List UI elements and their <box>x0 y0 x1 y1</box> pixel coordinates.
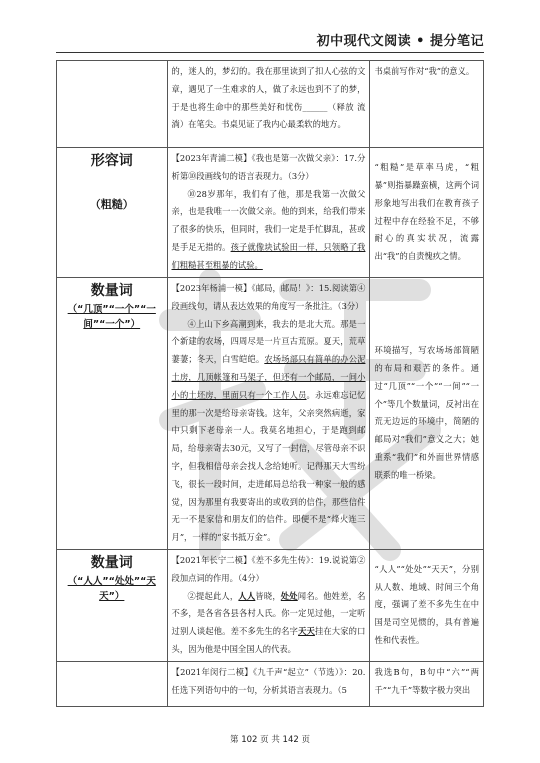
analysis-text: “人人”“处处”“天天”，分别从人数、地域、时间三个角度，强调了差不多先生在中国是司空见惯的，具有普遍性和代表性。 <box>374 563 479 646</box>
table-row <box>57 549 484 661</box>
analysis-cell <box>370 549 484 661</box>
table-row <box>57 278 484 550</box>
term-cell <box>57 549 168 661</box>
page-footer: 第 102 页 共 142 页 <box>230 735 310 745</box>
passage-text: 。永远难忘记忆里的那一次是给母亲寄钱。这年，父亲突然病逝，家中只剩下老母亲一人。我莫名地担心，于是跑到邮局，给母亲寄去30元，又写了一封信，尽管母亲不识字，但我相信母亲会找人念给她听。记得那天大雪纷飞，很长一段时间，走进邮局总给我一种家一般的感觉，因为那里有我要寄出的或收到的信件，那些信件无一不是家信和朋友们的信件。即便不是“烽火连三月”，一样的“家书抵万金”。 <box>171 389 366 543</box>
passage-text: 闻名。他姓差，名不多，是各省各县各村人氏。你一定见过他，一定听过别人谈起他。差不多先生的名字 <box>171 590 366 637</box>
term-example-word: （“人人”“处处”“天天”） <box>67 575 156 602</box>
passage-text: ⑩28岁那年，我们有了他，那是我第一次做父亲，也是我唯一一次做父亲。他的到来，给我们带来了很多的快乐，但同时，我们一定是手忙脚乱，甚或是手足无措的。 <box>171 188 366 252</box>
table-row <box>57 661 484 706</box>
term-cell <box>57 148 168 278</box>
emphasized-word: 处处 <box>280 590 298 601</box>
analysis-cell <box>370 661 484 706</box>
analysis-text: 我选B句，B句中“六”“两千”“九千”等数字极力突出 <box>374 666 479 695</box>
question-source: 【2021年闵行二模】《九千声“起立”（节选）》：20.任选下列语句中的一句，分析其语言表现力。（5 <box>171 666 366 695</box>
example-text: 的，迷人的，梦幻的。我在那里读到了扣人心弦的文章，遇见了一生难求的人，做了永远也到不了的梦，于是也将生命中的那些美好和忧伤______（释放 流淌）在笔尖。书桌见证了我内心最柔软的地方。 <box>171 66 366 130</box>
term-title: 形容词 <box>90 153 133 169</box>
term-title: 数量词 <box>90 554 133 571</box>
example-cell <box>167 61 370 148</box>
analysis-text: 书桌前写作对“我”的意义。 <box>374 66 475 76</box>
question-source: 【2023年青浦二模】《我也是第一次做父亲》：17.分析第⑩段画线句的语言表现力。（3分） <box>171 153 366 181</box>
example-passage <box>172 588 366 659</box>
emphasized-word: 天天 <box>298 626 315 637</box>
passage-text: ②提起此人， <box>187 590 239 601</box>
term-title: 数量词 <box>90 283 133 299</box>
underlined-sentence: 孩子就像块试验田一样，只领略了我们粗糙甚至粗暴的试验。 <box>171 241 366 270</box>
example-passage <box>172 186 366 275</box>
passage-text: 挂在大家的口头，因为他是中国全国人的代表。 <box>171 626 366 654</box>
analysis-cell <box>370 61 484 148</box>
term-cell <box>57 278 168 550</box>
analysis-cell <box>370 148 484 278</box>
analysis-text: “粗糙”是草率马虎，“粗暴”则指暴躁蛮横，这两个词形象地写出我们在教育孩子过程中存在经验不足，不够耐心的真实状况，流露出“我”的自责愧疚之情。 <box>374 162 479 262</box>
table-row <box>57 148 484 278</box>
term-example-word: （粗糙） <box>89 198 134 211</box>
table-row <box>57 61 484 148</box>
example-passage <box>172 316 366 547</box>
example-cell <box>167 549 370 661</box>
term-cell <box>57 661 168 706</box>
page-header <box>56 22 484 53</box>
example-cell <box>167 278 370 550</box>
analysis-text: 环境描写，写农场场部简陋的布局和艰苦的条件。通过“几顶”“一个”“一间”“一个”等几个数量词，反衬出在荒无边远的环境中，简陋的邮局对“我们”意义之大；她重系“我们”和外面世界情感联系的唯一桥梁。 <box>374 345 479 480</box>
question-source: 【2023年杨浦一模】《邮局，邮局！》：15.阅读第④段画线句，请从表达效果的角度写一条批注。（3分） <box>171 283 366 311</box>
underlined-sentence: 农场场部只有简单的办公泥土房，几顶帐篷和马架子，但还有一个邮局，一间小小的土坯房，里面只有一个工作人员 <box>171 354 366 400</box>
example-cell <box>167 661 370 706</box>
term-cell <box>57 61 168 148</box>
term-example-word: （“几顶”“一个”“一间”“一个”） <box>67 304 156 330</box>
question-source: 【2021年长宁二模】《差不多先生传》：19.说说第②段加点词的作用。（4分） <box>171 554 366 583</box>
emphasized-word: 人人 <box>238 590 256 601</box>
passage-text: ④上山下乡高潮到来，我去的是北大荒。那是一个新建的农场，四周尽是一片亘古荒原。夏天，荒草萋萋；冬天，白雪皑皑。 <box>171 318 366 365</box>
example-cell <box>167 148 370 278</box>
header-title: 初中现代文阅读 • 提分笔记 <box>316 34 484 49</box>
passage-text: 皆晓， <box>255 590 281 601</box>
analysis-cell <box>370 278 484 550</box>
notes-table <box>56 60 484 707</box>
